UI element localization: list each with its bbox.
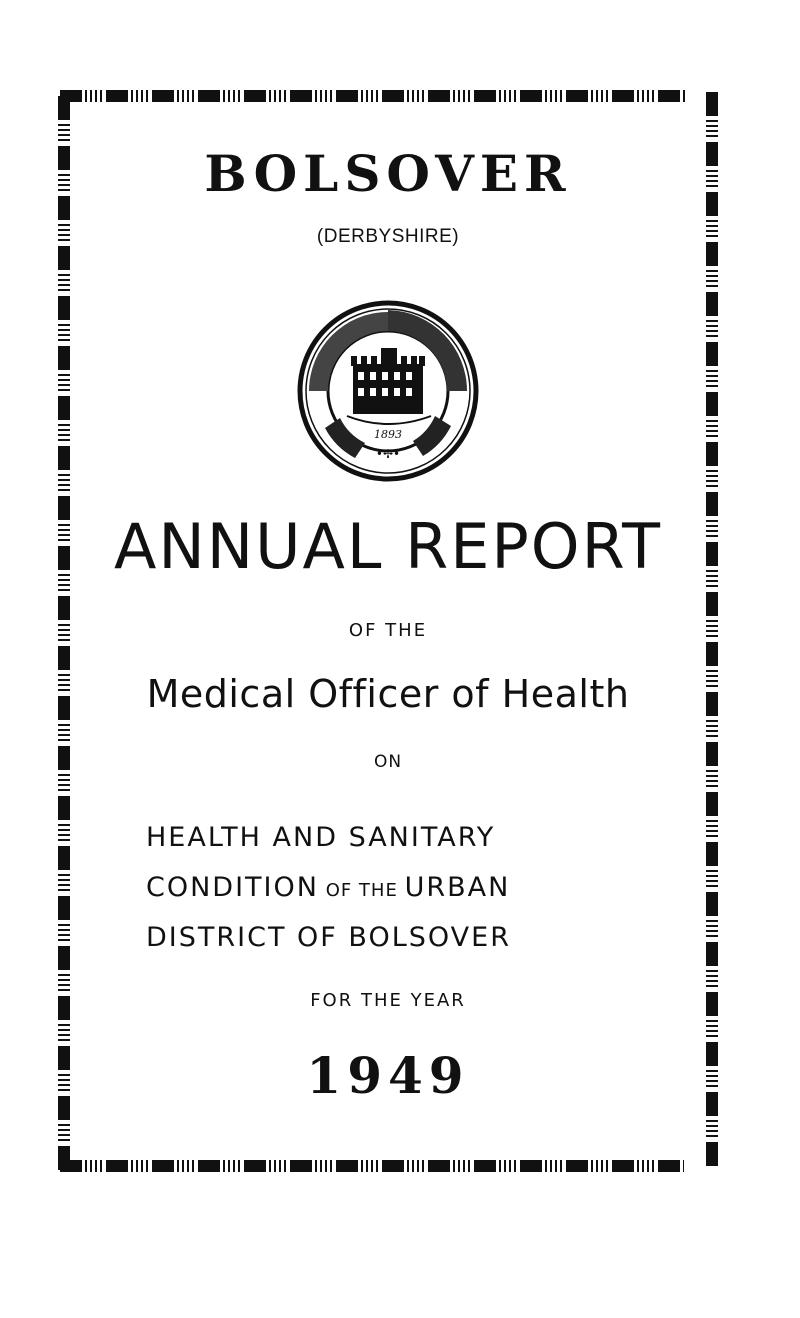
border-left <box>58 96 70 1170</box>
subject-line-3: DISTRICT OF BOLSOVER <box>146 922 511 953</box>
subject-line-2-urban: URBAN <box>404 872 511 903</box>
border-bottom <box>60 1160 684 1172</box>
town-seal-castle-icon <box>295 298 481 484</box>
svg-text:•✢•: •✢• <box>375 447 401 461</box>
of-the-text: OF THE <box>348 620 428 641</box>
subject-line-1: HEALTH AND SANITARY <box>146 822 496 853</box>
officer-title: Medical Officer of Health <box>146 672 630 716</box>
subject-line-2-condition: CONDITION <box>146 872 319 903</box>
county-subtitle: (DERBYSHIRE) <box>316 226 460 247</box>
border-top <box>60 90 688 102</box>
border-right <box>706 92 718 1170</box>
cover-title: BOLSOVER <box>204 144 572 203</box>
subject-line-2 <box>146 872 646 903</box>
annual-report-heading: ANNUAL REPORT <box>113 510 663 583</box>
svg-text:1893: 1893 <box>374 428 402 441</box>
for-the-year-text: FOR THE YEAR <box>310 990 466 1011</box>
on-text: ON <box>373 752 403 772</box>
report-year: 1949 <box>306 1046 470 1105</box>
subject-line-2-of-the: OF THE <box>318 880 405 901</box>
